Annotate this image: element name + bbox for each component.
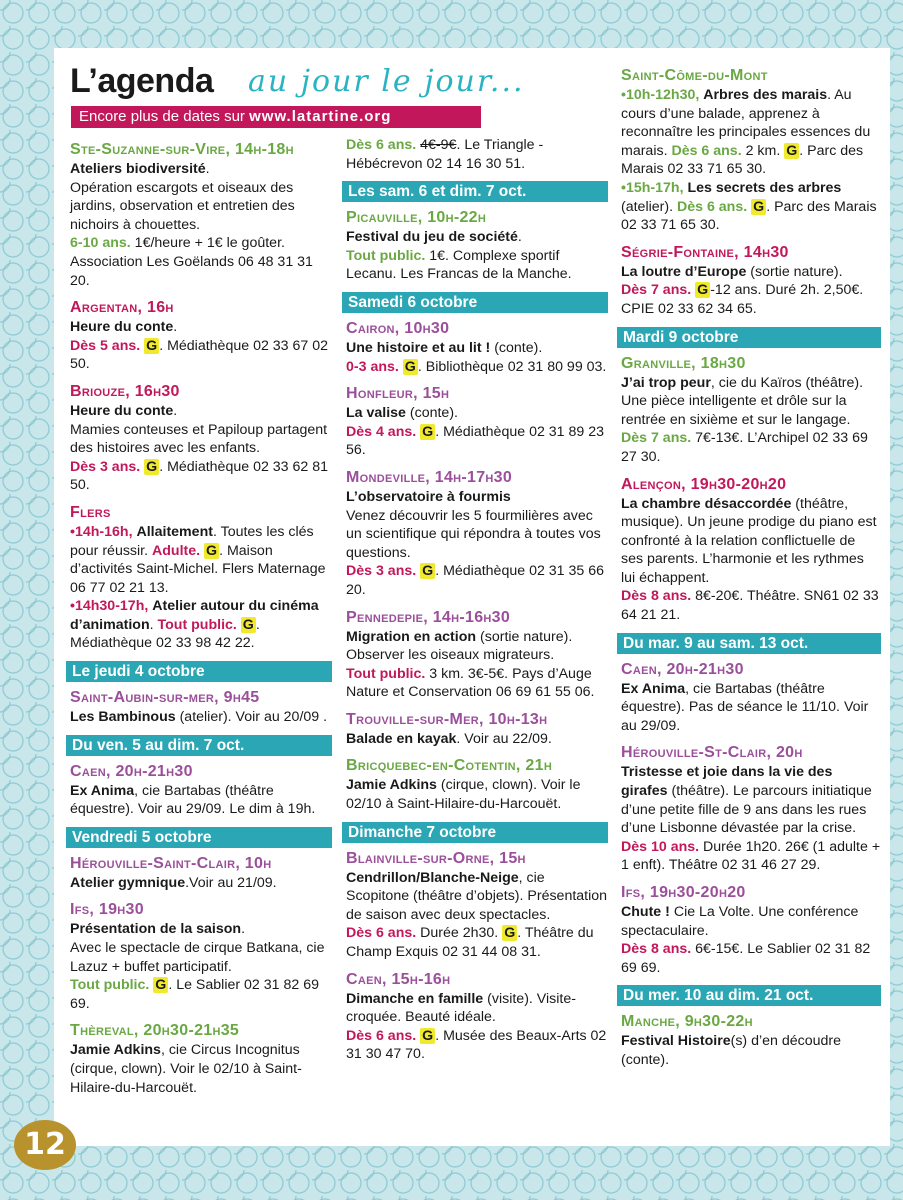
- event-info: Durée 1h20. 26€ (1 adulte + 1 enft). Théâtre 02 31 46 27 29.: [621, 838, 881, 874]
- event-description: Avec le spectacle de cirque Batkana, cie Lazuz + buffet participatif.: [70, 940, 325, 975]
- event-info: (théâtre, musique). Un jeune prodige du piano est confronté à la relation conflictuelle de ses parents. L’harmonie et les rythmes lui échappent.: [621, 495, 877, 586]
- event-age: Tout public.: [157, 616, 237, 633]
- page-title-script: au jour le jour...: [248, 64, 525, 99]
- event-info: . Maison d’activités Saint-Michel. Flers Maternage 06 77 02 21 13.: [70, 542, 326, 596]
- event-info: . Parc des Marais 02 33 71 65 30.: [621, 198, 877, 234]
- event-info: (sortie nature).: [746, 263, 843, 280]
- event-info: . Parc des Marais 02 33 71 65 30.: [621, 142, 864, 178]
- event-info: . Médiathèque 02 31 35 66 20.: [346, 563, 605, 598]
- event-description: Venez découvrir les 5 fourmilières avec un scientifique qui répondra à toutes vos questions.: [346, 507, 601, 561]
- event-city: Blainville-sur-Orne, 15h: [346, 849, 526, 867]
- event-info: (cirque, clown). Voir le 02/10 à Saint-Hilaire-du-Harcouët.: [346, 777, 581, 813]
- free-badge: G: [155, 977, 167, 994]
- event-city: Caen, 20h-21h30: [621, 660, 744, 678]
- event-entry: [346, 136, 608, 173]
- event-city: Saint-Côme-du-Mont: [621, 67, 768, 84]
- event-entry: Flers •14h-16h, Allaitement. Toutes les clés pour réussir. Adulte. G . Maison d’activités Saint-Michel. Flers Maternage 06 77 02 21 13. •14h30-17h, Atelier autour du cinéma d’animation. Tout public. G . Médiathèque 02 33 98 42 22.: [70, 503, 332, 653]
- event-info: 7€-13€. L’Archipel 02 33 69 27 30.: [621, 430, 868, 465]
- event-entry: [621, 354, 881, 467]
- event-info: , cie Bartabas (théâtre équestre). Voir au 29/09. Le dim à 19h.: [70, 782, 316, 818]
- event-title: Balade en kayak: [346, 730, 457, 747]
- event-age: Dès 6 ans.: [676, 198, 748, 215]
- free-badge: G: [146, 337, 158, 354]
- event-title: Tristesse et joie dans la vie des girafes: [621, 764, 833, 800]
- event-age: Tout public.: [346, 247, 426, 264]
- event-info: -12 ans. Duré 2h. 2,50€. CPIE 02 33 62 34 65.: [621, 282, 864, 317]
- event-info: . Le Sablier 02 31 82 69 69.: [70, 977, 319, 1012]
- event-entry: Picauville, 10h-22h Festival du jeu de société. Tout public. 1€. Complexe sportif Lecanu. Les Francas de la Manche.: [346, 208, 608, 284]
- free-badge: G: [422, 1027, 434, 1044]
- event-title: Jamie Adkins: [70, 1042, 161, 1059]
- page-number-badge: 12: [14, 1120, 76, 1170]
- event-info: , cie Circus Incognitus (cirque, clown). Voir le 02/10 à Saint-Hilaire-du-Harcouët.: [70, 1042, 302, 1096]
- event-title: Ateliers biodiversité: [70, 161, 206, 177]
- event-entry: [346, 756, 608, 813]
- event-title: Ex Anima: [70, 782, 135, 799]
- event-info: 1€/heure + 1€ le goûter. Association Les Goëlands 06 48 31 31 20.: [70, 235, 313, 289]
- event-entry: Ifs, 19h30 Présentation de la saison. Avec le spectacle de cirque Batkana, cie Lazuz + buffet participatif. Tout public. G . Le Sablier 02 31 82 69 69.: [70, 900, 332, 1013]
- event-title: Présentation de la saison: [70, 921, 242, 938]
- event-city: Hérouville-Saint-Clair, 10h: [70, 854, 272, 872]
- event-info: (atelier). Voir au 20/09 .: [175, 709, 328, 726]
- session-time: •14h-16h,: [70, 523, 133, 540]
- event-entry: [346, 849, 608, 962]
- event-age: Dès 4 ans.: [346, 423, 417, 440]
- event-city: Ifs, 19h30-20h20: [621, 884, 746, 901]
- event-description: Opération escargots et oiseaux des jardins, observation et entretien des nichoirs à chouettes.: [70, 179, 295, 233]
- date-band: Samedi 6 octobre: [342, 292, 608, 313]
- event-age: Dès 6 ans.: [346, 1027, 417, 1044]
- event-title: Chute !: [621, 904, 670, 920]
- event-title: La loutre d’Europe: [621, 263, 747, 280]
- date-band: Vendredi 5 octobre: [66, 827, 332, 848]
- date-band: Dimanche 7 octobre: [342, 822, 608, 843]
- event-city: Argentan, 16h: [70, 299, 174, 317]
- event-entry: [621, 243, 881, 319]
- event-city: Ste-Suzanne-sur-Vire, 14h-18h: [70, 141, 294, 158]
- event-title: La valise: [346, 405, 406, 422]
- event-info: 2 km.: [741, 142, 785, 159]
- event-age: Dès 8 ans.: [621, 941, 692, 958]
- free-badge: G: [404, 358, 416, 375]
- event-entry: [70, 1021, 332, 1097]
- more-dates-link[interactable]: www.latartine.org: [249, 108, 392, 125]
- free-badge: G: [146, 458, 158, 475]
- event-title: Les secrets des arbres: [687, 179, 842, 196]
- event-city: Caen, 15h-16h: [346, 970, 451, 988]
- event-city: Thèreval, 20h30-21h35: [70, 1022, 240, 1040]
- more-dates-banner: [71, 106, 481, 128]
- event-info: . Musée des Beaux-Arts 02 31 30 47 70.: [346, 1027, 607, 1063]
- event-city: Flers: [70, 503, 111, 521]
- event-info: . Médiathèque 02 31 89 23 56.: [346, 423, 605, 459]
- event-age: Adulte.: [152, 542, 201, 559]
- free-badge: G: [422, 423, 434, 440]
- event-old-price: 4€-9€: [420, 137, 457, 153]
- event-age: Dès 8 ans.: [621, 588, 692, 605]
- event-age: Dès 6 ans.: [346, 925, 417, 942]
- event-title: Les Bambinous: [70, 709, 176, 726]
- event-title: Une histoire et au lit !: [346, 339, 491, 356]
- event-entry: [621, 1012, 881, 1069]
- event-info: 3 km. 3€-5€. Pays d’Auge Nature et Conservation 06 69 61 55 06.: [346, 665, 595, 701]
- event-title: Migration en action: [346, 628, 477, 645]
- free-badge: G: [504, 925, 516, 942]
- event-entry: [346, 710, 608, 749]
- event-title: Jamie Adkins: [346, 777, 437, 794]
- date-band: Du ven. 5 au dim. 7 oct.: [66, 735, 332, 756]
- event-age: Dès 7 ans.: [621, 282, 692, 299]
- event-entry: [346, 970, 608, 1064]
- event-title: Allaitement: [136, 523, 213, 540]
- event-entry: [621, 883, 881, 977]
- event-info: 1€. Complexe sportif Lecanu. Les Francas de la Manche.: [346, 247, 572, 283]
- event-info: .Voir au 21/09.: [185, 874, 277, 891]
- event-info: 6€-15€. Le Sablier 02 31 82 69 69.: [621, 941, 871, 976]
- event-info: , cie Bartabas (théâtre équestre). Pas de séance le 11/10. Voir au 29/09.: [621, 680, 869, 734]
- event-entry: [70, 688, 332, 727]
- event-info: . Médiathèque 02 33 67 02 50.: [70, 337, 329, 373]
- event-entry: [346, 468, 608, 600]
- date-band: Du mer. 10 au dim. 21 oct.: [617, 985, 881, 1006]
- free-badge: G: [753, 198, 765, 215]
- agenda-page: [54, 48, 890, 1146]
- date-band: Du mar. 9 au sam. 13 oct.: [617, 633, 881, 654]
- agenda-column-2: [346, 136, 608, 1072]
- event-entry: Argentan, 16h Heure du conte. Dès 5 ans. G . Médiathèque 02 33 67 02 50.: [70, 298, 332, 374]
- event-info: 8€-20€. Théâtre. SN61 02 33 64 21 21.: [621, 588, 879, 624]
- event-info: . Médiathèque 02 33 62 81 50.: [70, 458, 329, 494]
- event-info: Durée 2h30.: [416, 925, 503, 942]
- event-entry: [621, 743, 881, 875]
- event-entry: [346, 608, 608, 702]
- event-age: Dès 5 ans.: [70, 337, 141, 354]
- event-info: . Le Triangle - Hébécrevon 02 14 16 30 51.: [346, 137, 544, 172]
- event-info: (conte).: [405, 405, 458, 422]
- free-badge: G: [786, 142, 798, 159]
- event-entry: [70, 854, 332, 893]
- event-age: Dès 3 ans.: [70, 458, 141, 475]
- event-title: Atelier gymnique: [70, 874, 186, 891]
- event-title: L’observatoire à fourmis: [346, 488, 511, 505]
- event-city: Trouville-sur-Mer, 10h-13h: [346, 710, 548, 728]
- event-entry: [70, 762, 332, 819]
- event-info: . Voir au 22/09.: [456, 730, 552, 747]
- event-city: Bricquebec-en-Cotentin, 21h: [346, 757, 553, 775]
- event-age: Tout public.: [346, 665, 426, 682]
- event-age: Dès 6 ans.: [671, 142, 742, 159]
- event-entry: Briouze, 16h30 Heure du conte. Mamies conteuses et Papiloup partagent des histoires avec les enfants. Dès 3 ans. G . Médiathèque 02 33 62 81 50.: [70, 382, 332, 495]
- agenda-column-1: [70, 140, 332, 1105]
- event-info: (visite). Visite-croquée. Beauté idéale.: [346, 990, 576, 1026]
- event-info: . Bibliothèque 02 31 80 99 03.: [417, 358, 607, 375]
- event-entry: [346, 319, 608, 376]
- event-description: . Au cours d’une balade, apprenez à reconnaître les principales essences du marais.: [621, 87, 871, 159]
- event-city: Hérouville-St-Clair, 20h: [621, 744, 803, 762]
- session-time: •15h-17h,: [621, 179, 684, 196]
- event-title: Heure du conte: [70, 402, 174, 419]
- event-entry: [621, 475, 881, 625]
- free-badge: G: [206, 542, 218, 559]
- event-description: (atelier).: [621, 198, 677, 215]
- event-title: Arbres des marais: [703, 87, 828, 103]
- event-city: Mondeville, 14h-17h30: [346, 468, 513, 486]
- free-badge: G: [697, 282, 709, 299]
- event-title: Festival Histoire: [621, 1033, 731, 1050]
- event-title: Cendrillon/Blanche-Neige: [346, 869, 519, 886]
- event-city: Granville, 18h30: [621, 354, 746, 372]
- event-age: Dès 6 ans.: [346, 137, 417, 153]
- event-entry: [621, 660, 881, 736]
- event-description: . Toutes les clés pour réussir.: [70, 523, 314, 559]
- free-badge: G: [422, 563, 434, 580]
- session-time: •10h-12h30,: [621, 87, 700, 103]
- date-band: Mardi 9 octobre: [617, 327, 881, 348]
- event-info: (théâtre). Le parcours initiatique d’une petite fille de 9 ans dans les rues d’une Lisbonne dévastée par la crise.: [621, 783, 872, 837]
- event-age: Dès 10 ans.: [621, 838, 700, 855]
- event-age: Dès 3 ans.: [346, 563, 417, 580]
- event-title: Dimanche en famille: [346, 990, 484, 1007]
- event-title: Heure du conte: [70, 319, 174, 336]
- event-title: J’ai trop peur: [621, 374, 711, 391]
- date-band: Le jeudi 4 octobre: [66, 661, 332, 682]
- event-city: Picauville, 10h-22h: [346, 209, 487, 227]
- event-city: Cairon, 10h30: [346, 319, 450, 337]
- event-info: (conte).: [490, 339, 543, 356]
- event-age: 0-3 ans.: [346, 358, 399, 375]
- event-city: Manche, 9h30-22h: [621, 1013, 753, 1031]
- agenda-header: [70, 62, 630, 102]
- more-dates-text: Encore plus de dates sur: [79, 108, 250, 125]
- date-band: Les sam. 6 et dim. 7 oct.: [342, 181, 608, 202]
- event-info: , cie Scopitone (théâtre d’objets). Présentation de saison avec deux spectacles.: [346, 869, 608, 923]
- event-city: Alençon, 19h30-20h20: [621, 475, 787, 493]
- agenda-column-3: [621, 66, 881, 1078]
- event-info: (sortie nature). Observer les oiseaux migrateurs.: [346, 628, 573, 664]
- free-badge: G: [242, 616, 254, 633]
- event-city: Ifs, 19h30: [70, 901, 144, 919]
- event-info: , cie du Kaïros (théâtre). Une pièce intelligente et drôle sur la rentrée en sixième et sur le langage.: [621, 374, 864, 428]
- event-city: Pennedepie, 14h-16h30: [346, 608, 511, 626]
- event-city: Ségrie-Fontaine, 14h30: [621, 243, 789, 261]
- session-time: •14h30-17h,: [70, 598, 149, 615]
- event-info: (s) d’en découdre (conte).: [621, 1033, 842, 1068]
- event-entry: Ste-Suzanne-sur-Vire, 14h-18h Ateliers biodiversité. Opération escargots et oiseaux des jardins, observation et entretien des nichoirs à chouettes. 6-10 ans. 1€/heure + 1€ le goûter. Association Les Goëlands 06 48 31 31 20.: [70, 140, 332, 290]
- event-title: La chambre désaccordée: [621, 495, 792, 512]
- event-title: Festival du jeu de société: [346, 229, 518, 246]
- event-entry: [346, 384, 608, 460]
- event-city: Honfleur, 15h: [346, 385, 450, 403]
- event-title: Atelier autour du cinéma d’animation: [70, 598, 319, 633]
- event-info: . Théâtre du Champ Exquis 02 31 44 08 31.: [346, 925, 594, 961]
- event-age: Tout public.: [70, 977, 150, 994]
- page-title: L’agenda: [70, 62, 214, 100]
- event-title: Ex Anima: [621, 680, 686, 697]
- event-entry: [621, 66, 881, 235]
- event-info: . Médiathèque 02 33 98 42 22.: [70, 616, 260, 652]
- event-description: Mamies conteuses et Papiloup partagent des histoires avec les enfants.: [70, 421, 328, 457]
- event-age: Dès 7 ans.: [621, 430, 692, 447]
- event-city: Briouze, 16h30: [70, 382, 180, 400]
- event-city: Caen, 20h-21h30: [70, 762, 193, 780]
- event-age: 6-10 ans.: [70, 235, 131, 252]
- event-info: Cie La Volte. Une conférence spectaculaire.: [621, 904, 859, 939]
- event-city: Saint-Aubin-sur-mer, 9h45: [70, 689, 260, 707]
